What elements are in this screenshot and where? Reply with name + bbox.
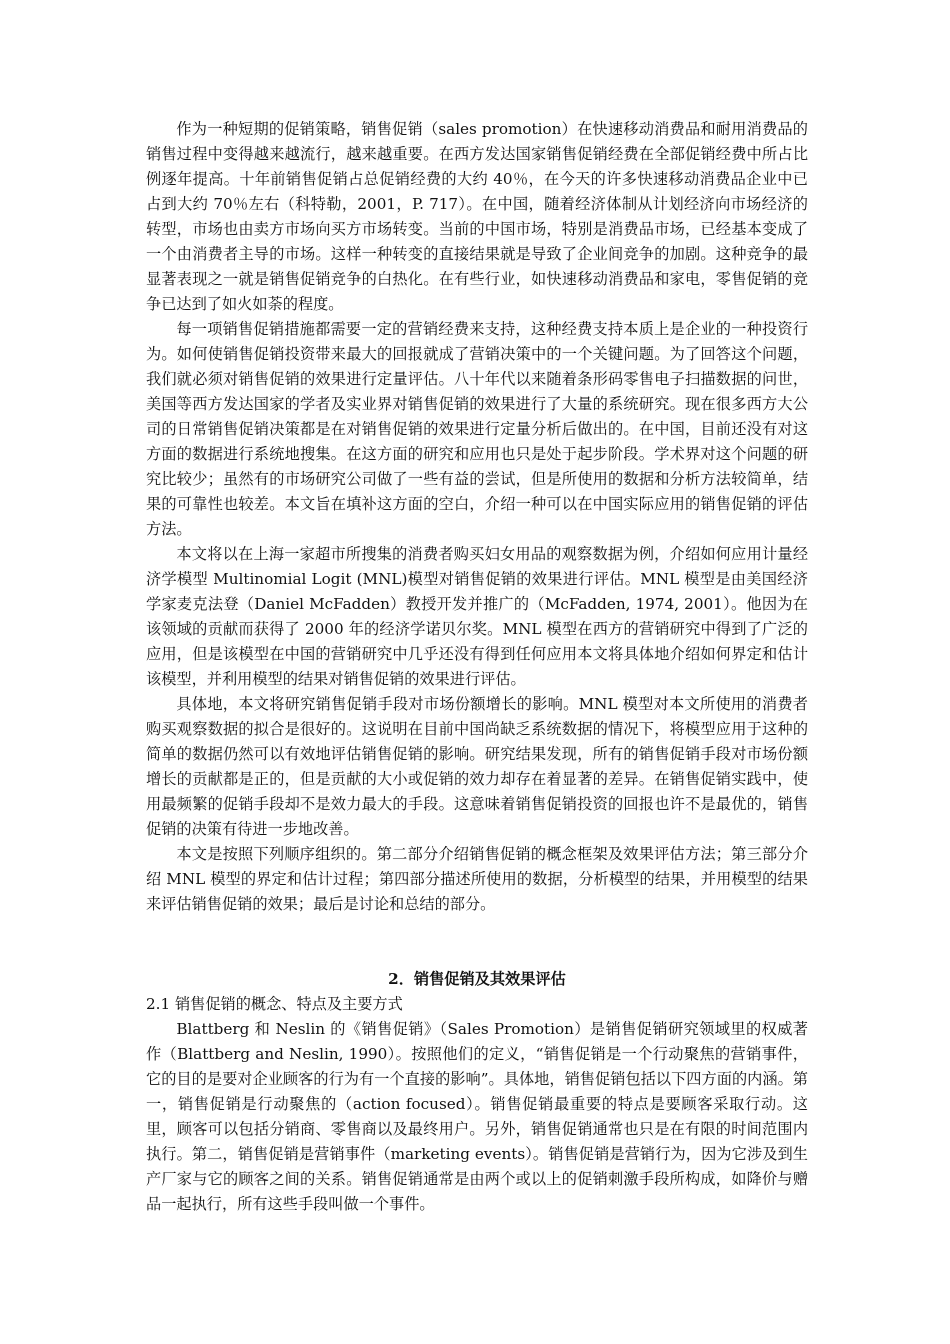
paragraph: 本文是按照下列顺序组织的。第二部分介绍销售促销的概念框架及效果评估方法；第三部分介绍 MNL 模型的界定和估计过程；第四部分描述所使用的数据，分析模型的结果，并用模型的结果来评估销售促销的效果；最后是讨论和总结的部分。 — [146, 845, 808, 913]
paragraph: 作为一种短期的促销策略，销售促销（sales promotion）在快速移动消费品和耐用消费品的销售过程中变得越来越流行，越来越重要。在西方发达国家销售促销经费在全部促销经费中所占比例逐年提高。十年前销售促销占总促销经费的大约 40％，在今天的许多快速移动消费品企业中已占到大约 70％左右（科特勒，2001，P. 717）。在中国，随着经济体制从计划经济向市场经济的转型，市场也由卖方市场向买方市场转变。当前的中国市场，特别是消费品市场，已经基本变成了一个由消费者主导的市场。这样一种转变的直接结果就是导致了企业间竞争的加剧。这种竞争的最显著表现之一就是销售促销竞争的白热化。在有些行业，如快速移动消费品和家电，零售促销的竞争已达到了如火如荼的程度。 — [146, 120, 808, 313]
paragraph: 每一项销售促销措施都需要一定的营销经费来支持，这种经费支持本质上是企业的一种投资行为。如何使销售促销投资带来最大的回报就成了营销决策中的一个关键问题。为了回答这个问题，我们就必须对销售促销的效果进行定量评估。八十年代以来随着条形码零售电子扫描数据的问世，美国等西方发达国家的学者及实业界对销售促销的效果进行了大量的系统研究。现在很多西方大公司的日常销售促销决策都是在对销售促销的效果进行定量分析后做出的。在中国，目前还没有对这方面的数据进行系统地搜集。在这方面的研究和应用也只是处于起步阶段。学术界对这个问题的研究比较少；虽然有的市场研究公司做了一些有益的尝试，但是所使用的数据和分析方法较简单，结果的可靠性也较差。本文旨在填补这方面的空白，介绍一种可以在中国实际应用的销售促销的评估方法。 — [146, 320, 808, 538]
section-spacer — [146, 917, 808, 967]
section-heading: 2．销售促销及其效果评估 — [388, 970, 566, 988]
paragraph: Blattberg 和 Neslin 的《销售促销》（Sales Promotion）是销售促销研究领域里的权威著作（Blattberg and Neslin, 1990）。按照他们的定义，“销售促销是一个行动聚焦的营销事件，它的目的是要对企业顾客的行为有一个直接的影响”。具体地，销售促销包括以下四方面的内涵。第一，销售促销是行动聚焦的（action focused）。销售促销最重要的特点是要顾客采取行动。这里，顾客可以包括分销商、零售商以及最终用户。另外，销售促销通常也只是在有限的时间范围内执行。第二，销售促销是营销事件（marketing events）。销售促销是营销行为，因为它涉及到生产厂家与它的顾客之间的关系。销售促销通常是由两个或以上的促销刺激手段所构成，如降价与赠品一起执行，所有这些手段叫做一个事件。 — [146, 1020, 808, 1213]
paragraph: 具体地，本文将研究销售促销手段对市场份额增长的影响。MNL 模型对本文所使用的消费者购买观察数据的拟合是很好的。这说明在目前中国尚缺乏系统数据的情况下，将模型应用于这种的简单的数据仍然可以有效地评估销售促销的影响。研究结果发现，所有的销售促销手段对市场份额增长的贡献都是正的，但是贡献的大小或促销的效力却存在着显著的差异。在销售促销实践中，使用最频繁的促销手段却不是效力最大的手段。这意味着销售促销投资的回报也许不是最优的，销售促销的决策有待进一步地改善。 — [146, 695, 808, 838]
document-page — [146, 117, 808, 1217]
subsection-heading: 2.1 销售促销的概念、特点及主要方式 — [146, 995, 403, 1013]
paragraph: 本文将以在上海一家超市所搜集的消费者购买妇女用品的观察数据为例，介绍如何应用计量经济学模型 Multinomial Logit (MNL)模型对销售促销的效果进行评估。MNL 模型是由美国经济学家麦克法登（Daniel McFadden）教授开发并推广的（McFadden, 1974, 2001）。他因为在该领域的贡献而获得了 2000 年的经济学诺贝尔奖。MNL 模型在西方的营销研究中得到了广泛的应用，但是该模型在中国的营销研究中几乎还没有得到任何应用本文将具体地介绍如何界定和估计该模型，并利用模型的结果对销售促销的效果进行评估。 — [146, 545, 808, 688]
